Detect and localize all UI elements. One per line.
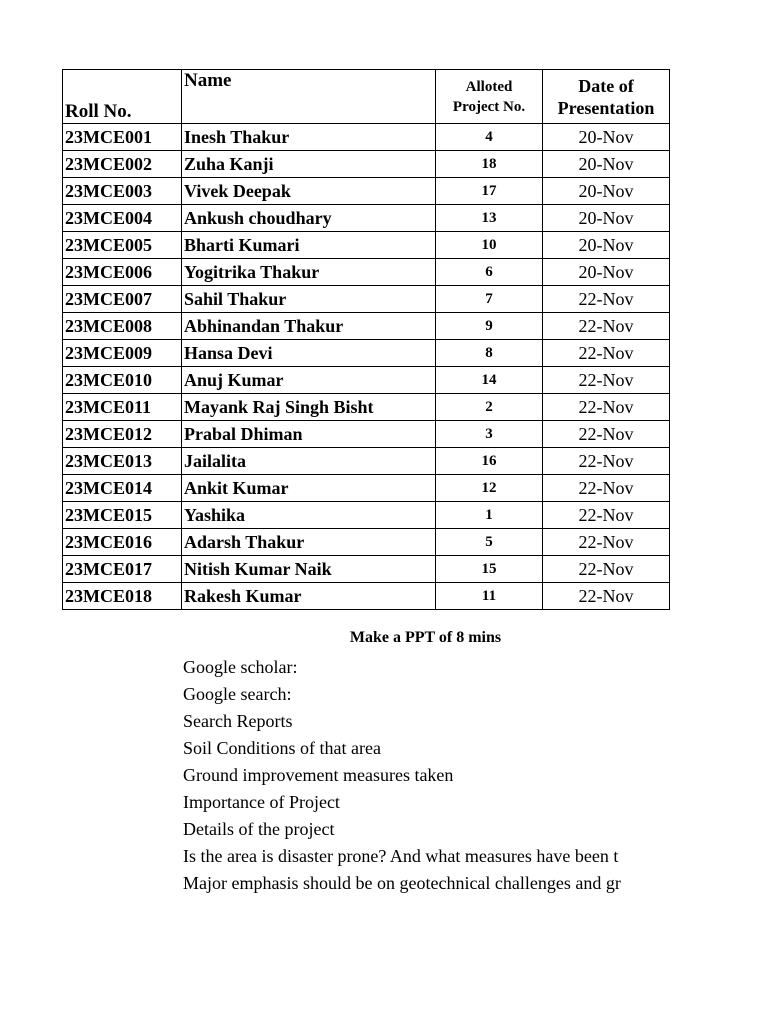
- cell-name: Rakesh Kumar: [182, 583, 436, 610]
- cell-name: Ankit Kumar: [182, 475, 436, 502]
- table-row: [63, 178, 670, 205]
- cell-project-no: 9: [436, 313, 543, 340]
- cell-project-no: 16: [436, 448, 543, 475]
- instruction-item: Soil Conditions of that area: [183, 738, 381, 758]
- header-date: [543, 70, 670, 124]
- cell-date: 22-Nov: [543, 529, 670, 556]
- cell-name: Yogitrika Thakur: [182, 259, 436, 286]
- table-row: [63, 205, 670, 232]
- cell-name: Inesh Thakur: [182, 124, 436, 151]
- instruction-item: Is the area is disaster prone? And what measures have been t: [183, 846, 619, 866]
- table-row: [63, 556, 670, 583]
- cell-date: 22-Nov: [543, 556, 670, 583]
- cell-date: 20-Nov: [543, 124, 670, 151]
- cell-name: Sahil Thakur: [182, 286, 436, 313]
- cell-roll-no: 23MCE006: [63, 259, 182, 286]
- cell-date: 22-Nov: [543, 367, 670, 394]
- header-date-line-2: Presentation: [557, 97, 655, 118]
- cell-project-no: 4: [436, 124, 543, 151]
- table-row: [63, 421, 670, 448]
- instruction-item: Importance of Project: [183, 792, 340, 812]
- cell-project-no: 12: [436, 475, 543, 502]
- cell-project-no: 17: [436, 178, 543, 205]
- cell-date: 20-Nov: [543, 259, 670, 286]
- cell-roll-no: 23MCE014: [63, 475, 182, 502]
- instructions-title: Make a PPT of 8 mins: [349, 629, 502, 646]
- cell-roll-no: 23MCE018: [63, 583, 182, 610]
- cell-project-no: 7: [436, 286, 543, 313]
- cell-name: Adarsh Thakur: [182, 529, 436, 556]
- header-project-line-2: Project No.: [452, 98, 526, 115]
- cell-date: 22-Nov: [543, 502, 670, 529]
- cell-project-no: 10: [436, 232, 543, 259]
- table-row: [63, 313, 670, 340]
- cell-name: Abhinandan Thakur: [182, 313, 436, 340]
- instruction-item: Details of the project: [183, 819, 335, 839]
- cell-roll-no: 23MCE003: [63, 178, 182, 205]
- cell-roll-no: 23MCE007: [63, 286, 182, 313]
- table-row: [63, 340, 670, 367]
- cell-name: Vivek Deepak: [182, 178, 436, 205]
- instructions-list: [183, 654, 669, 897]
- cell-roll-no: 23MCE004: [63, 205, 182, 232]
- table-row: [63, 124, 670, 151]
- cell-roll-no: 23MCE015: [63, 502, 182, 529]
- cell-roll-no: 23MCE011: [63, 394, 182, 421]
- cell-project-no: 6: [436, 259, 543, 286]
- cell-name: Hansa Devi: [182, 340, 436, 367]
- cell-date: 22-Nov: [543, 448, 670, 475]
- table-row: [63, 448, 670, 475]
- cell-project-no: 5: [436, 529, 543, 556]
- cell-roll-no: 23MCE008: [63, 313, 182, 340]
- table-row: [63, 367, 670, 394]
- table-row: [63, 502, 670, 529]
- cell-date: 20-Nov: [543, 151, 670, 178]
- cell-name: Bharti Kumari: [182, 232, 436, 259]
- table-row: [63, 529, 670, 556]
- cell-roll-no: 23MCE010: [63, 367, 182, 394]
- table-row: [63, 583, 670, 610]
- cell-date: 20-Nov: [543, 232, 670, 259]
- instruction-item: Google scholar:: [183, 657, 298, 677]
- cell-date: 22-Nov: [543, 583, 670, 610]
- cell-date: 22-Nov: [543, 286, 670, 313]
- cell-date: 22-Nov: [543, 394, 670, 421]
- presentation-schedule-table: [62, 69, 670, 610]
- cell-name: Yashika: [182, 502, 436, 529]
- cell-date: 20-Nov: [543, 178, 670, 205]
- cell-name: Mayank Raj Singh Bisht: [182, 394, 436, 421]
- cell-project-no: 15: [436, 556, 543, 583]
- cell-name: Jailalita: [182, 448, 436, 475]
- cell-name: Ankush choudhary: [182, 205, 436, 232]
- table-row: [63, 151, 670, 178]
- cell-date: 22-Nov: [543, 421, 670, 448]
- cell-roll-no: 23MCE016: [63, 529, 182, 556]
- cell-project-no: 13: [436, 205, 543, 232]
- instruction-item: Ground improvement measures taken: [183, 765, 454, 785]
- header-date-line-1: Date of: [578, 75, 634, 96]
- cell-name: Prabal Dhiman: [182, 421, 436, 448]
- cell-project-no: 2: [436, 394, 543, 421]
- cell-name: Zuha Kanji: [182, 151, 436, 178]
- cell-name: Nitish Kumar Naik: [182, 556, 436, 583]
- table-row: [63, 232, 670, 259]
- cell-project-no: 14: [436, 367, 543, 394]
- instruction-item: Search Reports: [183, 711, 293, 731]
- table-row: [63, 394, 670, 421]
- cell-date: 20-Nov: [543, 205, 670, 232]
- header-name: Name: [182, 70, 436, 124]
- header-project-no: [436, 70, 543, 124]
- instruction-item: Google search:: [183, 684, 292, 704]
- cell-date: 22-Nov: [543, 340, 670, 367]
- cell-project-no: 3: [436, 421, 543, 448]
- cell-roll-no: 23MCE013: [63, 448, 182, 475]
- cell-date: 22-Nov: [543, 313, 670, 340]
- cell-roll-no: 23MCE001: [63, 124, 182, 151]
- cell-roll-no: 23MCE017: [63, 556, 182, 583]
- cell-roll-no: 23MCE002: [63, 151, 182, 178]
- cell-date: 22-Nov: [543, 475, 670, 502]
- cell-roll-no: 23MCE009: [63, 340, 182, 367]
- table-row: [63, 475, 670, 502]
- header-project-line-1: Alloted: [465, 78, 513, 95]
- cell-roll-no: 23MCE012: [63, 421, 182, 448]
- header-row: [63, 70, 670, 124]
- cell-roll-no: 23MCE005: [63, 232, 182, 259]
- cell-project-no: 8: [436, 340, 543, 367]
- cell-project-no: 1: [436, 502, 543, 529]
- cell-project-no: 11: [436, 583, 543, 610]
- cell-name: Anuj Kumar: [182, 367, 436, 394]
- header-roll-no: Roll No.: [63, 70, 182, 124]
- table-row: [63, 286, 670, 313]
- instruction-item: Major emphasis should be on geotechnical challenges and gr: [183, 873, 621, 893]
- cell-project-no: 18: [436, 151, 543, 178]
- table-row: [63, 259, 670, 286]
